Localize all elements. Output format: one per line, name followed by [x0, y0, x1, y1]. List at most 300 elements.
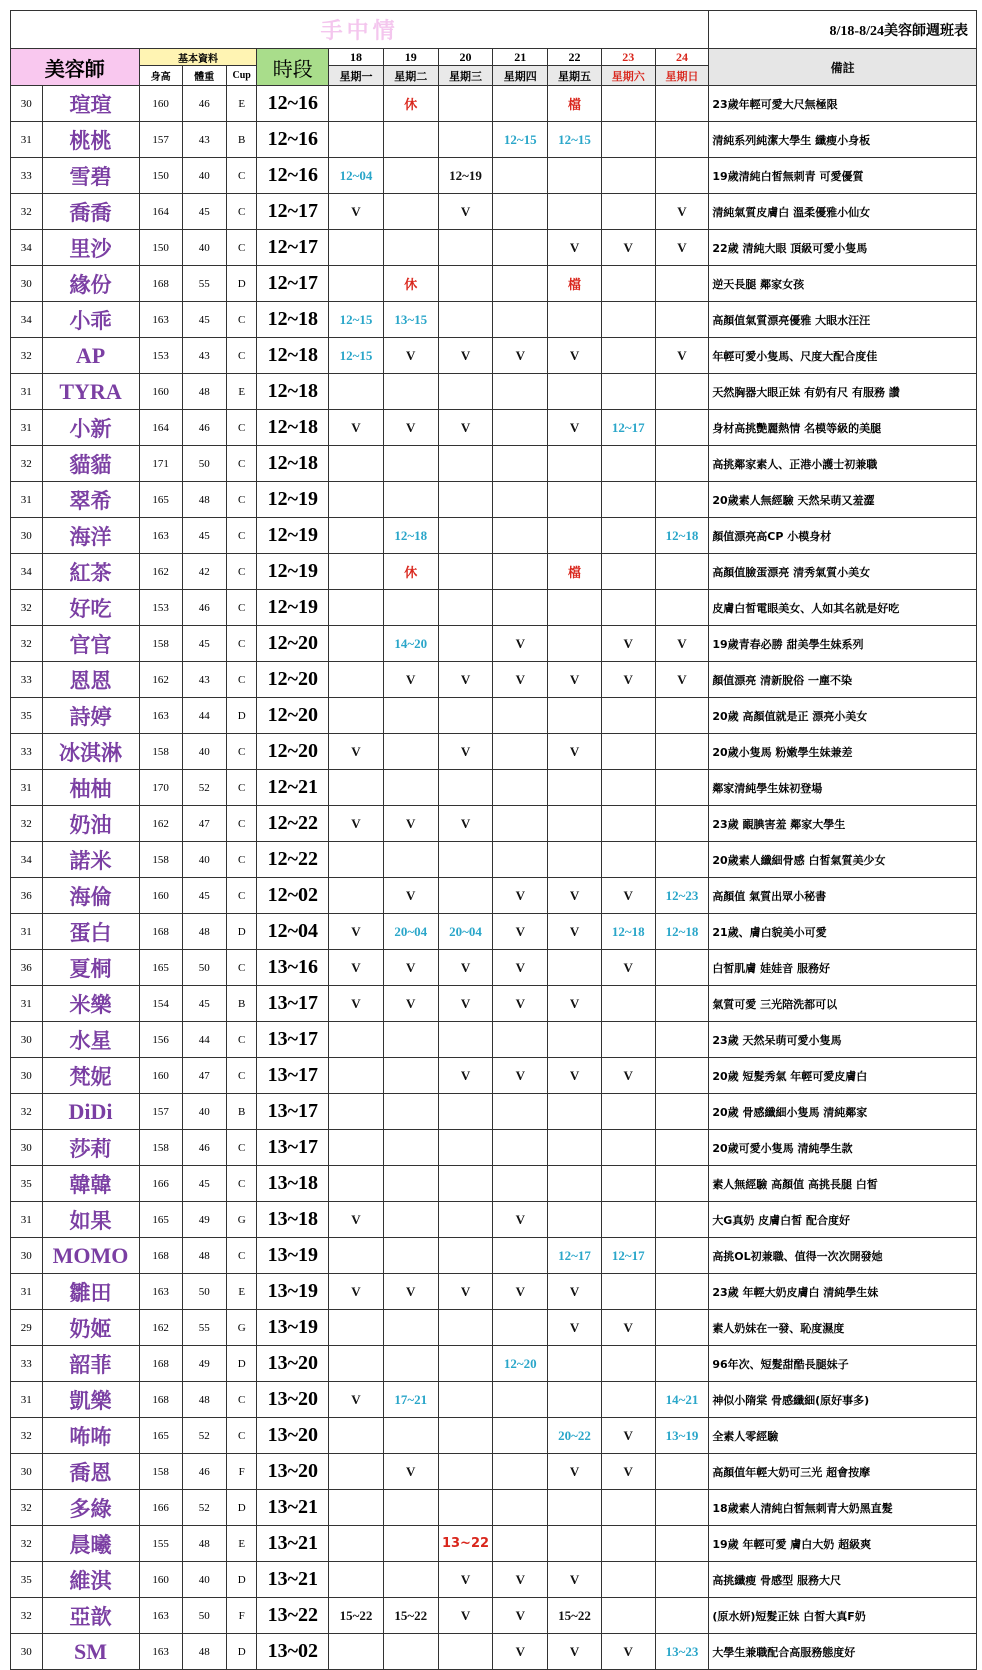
- day-cell: V: [438, 806, 493, 842]
- weekday-header-weekend: 星期日: [655, 66, 709, 86]
- stylist-header: 美容師: [11, 49, 140, 86]
- stylist-name: 梵妮: [42, 1058, 139, 1094]
- day-cell: 14~20: [383, 626, 438, 662]
- time-slot-cell: 12~20: [257, 662, 329, 698]
- day-cell: [655, 410, 709, 446]
- weekly-schedule-table: [10, 10, 977, 1670]
- age-cell: 32: [11, 1094, 43, 1130]
- day-cell: [329, 1346, 384, 1382]
- day-cell: 檔: [548, 554, 602, 590]
- day-cell: 12~15: [548, 122, 602, 158]
- table-row: [11, 950, 977, 986]
- height-cell: 164: [139, 410, 182, 446]
- week-title: 8/18-8/24美容師週班表: [709, 11, 977, 49]
- stylist-name: 好吃: [42, 590, 139, 626]
- age-cell: 32: [11, 590, 43, 626]
- day-cell: [383, 374, 438, 410]
- stylist-name: 瑄瑄: [42, 86, 139, 122]
- day-cell: V: [329, 734, 384, 770]
- note-cell: 20歲素人纖細骨感 白皙氣質美少女: [709, 842, 977, 878]
- time-slot-cell: 12~22: [257, 806, 329, 842]
- day-cell: [601, 1490, 655, 1526]
- table-row: [11, 1202, 977, 1238]
- height-cell: 157: [139, 122, 182, 158]
- day-cell: V: [493, 1598, 548, 1634]
- time-slot-cell: 13~17: [257, 986, 329, 1022]
- day-cell: V: [548, 1310, 602, 1346]
- day-cell: [329, 1094, 384, 1130]
- time-slot-cell: 13~21: [257, 1526, 329, 1562]
- table-row: [11, 158, 977, 194]
- day-cell: V: [601, 1310, 655, 1346]
- height-cell: 165: [139, 482, 182, 518]
- cup-cell: C: [226, 446, 257, 482]
- day-cell: [655, 1454, 709, 1490]
- day-cell: V: [383, 950, 438, 986]
- day-cell: [548, 626, 602, 662]
- stylist-name: 維淇: [42, 1562, 139, 1598]
- day-cell: [493, 374, 548, 410]
- height-cell: 168: [139, 266, 182, 302]
- day-cell: [548, 1130, 602, 1166]
- weight-cell: 46: [182, 86, 226, 122]
- day-cell: V: [655, 230, 709, 266]
- cup-cell: C: [226, 194, 257, 230]
- day-cell: [548, 842, 602, 878]
- weight-cell: 43: [182, 122, 226, 158]
- day-cell: [655, 1022, 709, 1058]
- time-slot-cell: 12~19: [257, 518, 329, 554]
- stylist-name: SM: [42, 1634, 139, 1670]
- day-cell: [655, 86, 709, 122]
- day-cell: V: [548, 230, 602, 266]
- day-cell: [383, 1238, 438, 1274]
- day-cell: [329, 482, 384, 518]
- time-slot-cell: 13~20: [257, 1454, 329, 1490]
- day-cell: [493, 266, 548, 302]
- stylist-name: 詩婷: [42, 698, 139, 734]
- day-cell: 13~23: [655, 1634, 709, 1670]
- weight-cell: 43: [182, 338, 226, 374]
- day-cell: [655, 698, 709, 734]
- day-cell: [493, 1130, 548, 1166]
- day-cell: [655, 986, 709, 1022]
- day-cell: [383, 1634, 438, 1670]
- weight-cell: 44: [182, 1022, 226, 1058]
- height-cell: 156: [139, 1022, 182, 1058]
- day-cell: [548, 302, 602, 338]
- age-cell: 30: [11, 1058, 43, 1094]
- height-cell: 162: [139, 806, 182, 842]
- stylist-name: 翠希: [42, 482, 139, 518]
- weight-cell: 47: [182, 806, 226, 842]
- cup-cell: B: [226, 122, 257, 158]
- age-cell: 34: [11, 302, 43, 338]
- day-cell: [438, 770, 493, 806]
- height-cell: 171: [139, 446, 182, 482]
- weight-header: 體重: [182, 66, 226, 86]
- height-cell: 153: [139, 338, 182, 374]
- day-cell: 休: [383, 86, 438, 122]
- day-cell: V: [493, 950, 548, 986]
- day-cell: 13~19: [655, 1418, 709, 1454]
- day-cell: [655, 122, 709, 158]
- weight-cell: 40: [182, 1562, 226, 1598]
- day-cell: V: [438, 1274, 493, 1310]
- day-cell: V: [438, 194, 493, 230]
- stylist-name: 雪碧: [42, 158, 139, 194]
- height-cell: 163: [139, 518, 182, 554]
- height-cell: 168: [139, 1382, 182, 1418]
- day-cell: V: [601, 230, 655, 266]
- day-cell: [548, 698, 602, 734]
- day-cell: [601, 554, 655, 590]
- day-cell: [329, 230, 384, 266]
- height-cell: 165: [139, 950, 182, 986]
- day-cell: V: [601, 950, 655, 986]
- day-cell: V: [383, 662, 438, 698]
- day-cell: [548, 374, 602, 410]
- note-cell: 18歲素人清純白皙無刺青大奶黑直髮: [709, 1490, 977, 1526]
- day-cell: V: [493, 1202, 548, 1238]
- day-cell: V: [548, 734, 602, 770]
- weekday-header: 星期二: [383, 66, 438, 86]
- weight-cell: 40: [182, 842, 226, 878]
- time-slot-cell: 12~17: [257, 194, 329, 230]
- height-cell: 170: [139, 770, 182, 806]
- weekday-header: 星期五: [548, 66, 602, 86]
- day-cell: [383, 1562, 438, 1598]
- age-cell: 36: [11, 878, 43, 914]
- day-cell: [383, 734, 438, 770]
- day-cell: 20~04: [438, 914, 493, 950]
- time-slot-cell: 12~16: [257, 122, 329, 158]
- weight-cell: 46: [182, 1130, 226, 1166]
- day-cell: [655, 482, 709, 518]
- cup-cell: G: [226, 1310, 257, 1346]
- time-slot-cell: 13~19: [257, 1238, 329, 1274]
- note-cell: 20歲 高顏值就是正 漂亮小美女: [709, 698, 977, 734]
- height-cell: 163: [139, 1634, 182, 1670]
- day-cell: [655, 158, 709, 194]
- day-cell: 12~15: [329, 338, 384, 374]
- time-slot-cell: 12~20: [257, 626, 329, 662]
- day-cell: 13~15: [383, 302, 438, 338]
- cup-header: Cup: [226, 66, 257, 86]
- day-cell: [438, 1382, 493, 1418]
- day-cell: [548, 1382, 602, 1418]
- day-cell: [493, 482, 548, 518]
- cup-cell: C: [226, 1418, 257, 1454]
- day-cell: V: [438, 410, 493, 446]
- day-cell: [493, 590, 548, 626]
- time-slot-cell: 13~20: [257, 1418, 329, 1454]
- table-row: [11, 482, 977, 518]
- note-cell: 天然胸器大眼正妹 有奶有尺 有服務 讚: [709, 374, 977, 410]
- day-cell: [438, 302, 493, 338]
- day-cell: [493, 1022, 548, 1058]
- note-cell: 大學生兼職配合高服務態度好: [709, 1634, 977, 1670]
- note-cell: 19歲 年輕可愛 膚白大奶 超級爽: [709, 1526, 977, 1562]
- date-header: 18: [329, 49, 384, 66]
- day-cell: [655, 842, 709, 878]
- day-cell: [383, 1058, 438, 1094]
- note-cell: 23歲 靦腆害羞 鄰家大學生: [709, 806, 977, 842]
- age-cell: 29: [11, 1310, 43, 1346]
- day-cell: V: [329, 1274, 384, 1310]
- day-cell: [383, 698, 438, 734]
- table-row: [11, 302, 977, 338]
- day-cell: [383, 122, 438, 158]
- weight-cell: 46: [182, 410, 226, 446]
- note-cell: 高挑OL初兼職、值得一次次開發她: [709, 1238, 977, 1274]
- height-cell: 160: [139, 1058, 182, 1094]
- cup-cell: D: [226, 914, 257, 950]
- day-cell: [601, 1202, 655, 1238]
- age-cell: 30: [11, 86, 43, 122]
- note-cell: 22歲 清純大眼 頂級可愛小隻馬: [709, 230, 977, 266]
- day-cell: [655, 590, 709, 626]
- age-cell: 35: [11, 698, 43, 734]
- cup-cell: C: [226, 1058, 257, 1094]
- day-cell: V: [383, 806, 438, 842]
- stylist-name: 冰淇淋: [42, 734, 139, 770]
- day-cell: V: [383, 878, 438, 914]
- height-cell: 166: [139, 1490, 182, 1526]
- day-cell: [493, 1490, 548, 1526]
- day-cell: [438, 482, 493, 518]
- day-cell: [438, 1454, 493, 1490]
- day-cell: 12~18: [655, 518, 709, 554]
- date-header: 22: [548, 49, 602, 66]
- weight-cell: 50: [182, 1598, 226, 1634]
- height-cell: 150: [139, 230, 182, 266]
- day-cell: [383, 230, 438, 266]
- age-cell: 32: [11, 1418, 43, 1454]
- day-cell: [655, 770, 709, 806]
- day-cell: [383, 1130, 438, 1166]
- table-row: [11, 446, 977, 482]
- day-cell: [548, 770, 602, 806]
- note-cell: 素人奶妹在一發、恥度濕度: [709, 1310, 977, 1346]
- day-cell: 休: [383, 266, 438, 302]
- day-cell: [438, 554, 493, 590]
- table-row: [11, 1130, 977, 1166]
- table-row: [11, 770, 977, 806]
- stylist-name: 里沙: [42, 230, 139, 266]
- day-cell: [383, 1526, 438, 1562]
- stylist-name: TYRA: [42, 374, 139, 410]
- cup-cell: E: [226, 86, 257, 122]
- day-cell: [601, 1274, 655, 1310]
- day-cell: [493, 1310, 548, 1346]
- table-row: [11, 1418, 977, 1454]
- day-cell: [329, 1058, 384, 1094]
- day-cell: [383, 842, 438, 878]
- weight-cell: 45: [182, 302, 226, 338]
- day-cell: V: [493, 1562, 548, 1598]
- table-row: [11, 1022, 977, 1058]
- day-cell: [493, 1454, 548, 1490]
- table-row: [11, 878, 977, 914]
- day-cell: [438, 1490, 493, 1526]
- note-cell: 21歲、膚白貌美小可愛: [709, 914, 977, 950]
- day-cell: [601, 1598, 655, 1634]
- stylist-name: 緣份: [42, 266, 139, 302]
- day-cell: [493, 1382, 548, 1418]
- day-cell: [601, 1562, 655, 1598]
- time-slot-cell: 12~18: [257, 374, 329, 410]
- cup-cell: B: [226, 986, 257, 1022]
- note-cell: 白皙肌膚 娃娃音 服務好: [709, 950, 977, 986]
- day-cell: [438, 842, 493, 878]
- cup-cell: D: [226, 1562, 257, 1598]
- day-cell: [601, 266, 655, 302]
- table-row: [11, 1058, 977, 1094]
- day-cell: V: [601, 1454, 655, 1490]
- weight-cell: 45: [182, 626, 226, 662]
- cup-cell: C: [226, 734, 257, 770]
- day-cell: [438, 446, 493, 482]
- note-cell: 年輕可愛小隻馬、尺度大配合度佳: [709, 338, 977, 374]
- day-cell: [329, 1490, 384, 1526]
- age-cell: 31: [11, 482, 43, 518]
- day-cell: V: [548, 914, 602, 950]
- day-cell: 20~22: [548, 1418, 602, 1454]
- time-slot-cell: 13~20: [257, 1346, 329, 1382]
- day-cell: [438, 1130, 493, 1166]
- day-cell: [329, 1526, 384, 1562]
- age-cell: 31: [11, 1202, 43, 1238]
- stylist-name: 咘咘: [42, 1418, 139, 1454]
- age-cell: 35: [11, 1166, 43, 1202]
- day-cell: 12~17: [548, 1238, 602, 1274]
- day-cell: 12~17: [601, 410, 655, 446]
- stylist-name: 諾米: [42, 842, 139, 878]
- age-cell: 30: [11, 1454, 43, 1490]
- day-cell: [548, 590, 602, 626]
- height-cell: 165: [139, 1418, 182, 1454]
- cup-cell: C: [226, 1238, 257, 1274]
- day-cell: 12~20: [493, 1346, 548, 1382]
- stylist-name: 喬恩: [42, 1454, 139, 1490]
- day-cell: [329, 626, 384, 662]
- height-cell: 154: [139, 986, 182, 1022]
- height-cell: 166: [139, 1166, 182, 1202]
- day-cell: [548, 950, 602, 986]
- day-cell: [601, 1166, 655, 1202]
- day-cell: [383, 482, 438, 518]
- time-slot-cell: 12~21: [257, 770, 329, 806]
- table-row: [11, 698, 977, 734]
- age-cell: 35: [11, 1562, 43, 1598]
- day-cell: 15~22: [383, 1598, 438, 1634]
- cup-cell: D: [226, 1634, 257, 1670]
- stylist-name: 韶菲: [42, 1346, 139, 1382]
- time-slot-cell: 13~21: [257, 1490, 329, 1526]
- day-cell: V: [329, 986, 384, 1022]
- day-cell: [329, 1238, 384, 1274]
- time-slot-cell: 13~16: [257, 950, 329, 986]
- date-header: 21: [493, 49, 548, 66]
- day-cell: [655, 1598, 709, 1634]
- stylist-name: 桃桃: [42, 122, 139, 158]
- cup-cell: C: [226, 662, 257, 698]
- note-cell: 20歲素人無經驗 天然呆萌又羞澀: [709, 482, 977, 518]
- stylist-name: 奶姬: [42, 1310, 139, 1346]
- day-cell: [601, 518, 655, 554]
- day-cell: [329, 1562, 384, 1598]
- stylist-name: MOMO: [42, 1238, 139, 1274]
- day-cell: V: [548, 878, 602, 914]
- day-cell: V: [601, 1418, 655, 1454]
- day-cell: [383, 590, 438, 626]
- day-cell: [601, 1094, 655, 1130]
- age-cell: 34: [11, 842, 43, 878]
- day-cell: V: [493, 878, 548, 914]
- cup-cell: E: [226, 1526, 257, 1562]
- age-cell: 33: [11, 1346, 43, 1382]
- day-cell: V: [493, 626, 548, 662]
- day-cell: [383, 194, 438, 230]
- weight-cell: 43: [182, 662, 226, 698]
- day-cell: [601, 1022, 655, 1058]
- table-row: [11, 626, 977, 662]
- day-cell: [601, 1382, 655, 1418]
- weekday-header-weekend: 星期六: [601, 66, 655, 86]
- weight-cell: 49: [182, 1346, 226, 1382]
- date-header: 20: [438, 49, 493, 66]
- day-cell: V: [601, 626, 655, 662]
- cup-cell: F: [226, 1454, 257, 1490]
- age-cell: 30: [11, 1634, 43, 1670]
- height-cell: 158: [139, 1454, 182, 1490]
- height-cell: 160: [139, 878, 182, 914]
- table-row: [11, 590, 977, 626]
- day-cell: [383, 1310, 438, 1346]
- age-cell: 30: [11, 1022, 43, 1058]
- day-cell: [655, 1058, 709, 1094]
- day-cell: V: [548, 1562, 602, 1598]
- table-row: [11, 662, 977, 698]
- height-cell: 160: [139, 374, 182, 410]
- day-cell: [438, 1202, 493, 1238]
- time-slot-cell: 12~18: [257, 410, 329, 446]
- day-cell: V: [383, 1454, 438, 1490]
- age-cell: 32: [11, 1490, 43, 1526]
- day-cell: [438, 878, 493, 914]
- time-slot-cell: 12~20: [257, 698, 329, 734]
- day-cell: [329, 1130, 384, 1166]
- day-cell: [438, 698, 493, 734]
- time-slot-cell: 12~17: [257, 266, 329, 302]
- day-cell: 15~22: [329, 1598, 384, 1634]
- stylist-name: 紅茶: [42, 554, 139, 590]
- day-cell: [438, 266, 493, 302]
- height-cell: 160: [139, 1562, 182, 1598]
- day-cell: [548, 158, 602, 194]
- day-cell: [548, 446, 602, 482]
- table-row: [11, 1454, 977, 1490]
- cup-cell: D: [226, 698, 257, 734]
- day-cell: [329, 554, 384, 590]
- time-slot-cell: 13~19: [257, 1310, 329, 1346]
- stylist-name: DiDi: [42, 1094, 139, 1130]
- table-row: [11, 230, 977, 266]
- table-row: [11, 1598, 977, 1634]
- day-cell: [329, 770, 384, 806]
- note-cell: 23歲 年輕大奶皮膚白 清純學生妹: [709, 1274, 977, 1310]
